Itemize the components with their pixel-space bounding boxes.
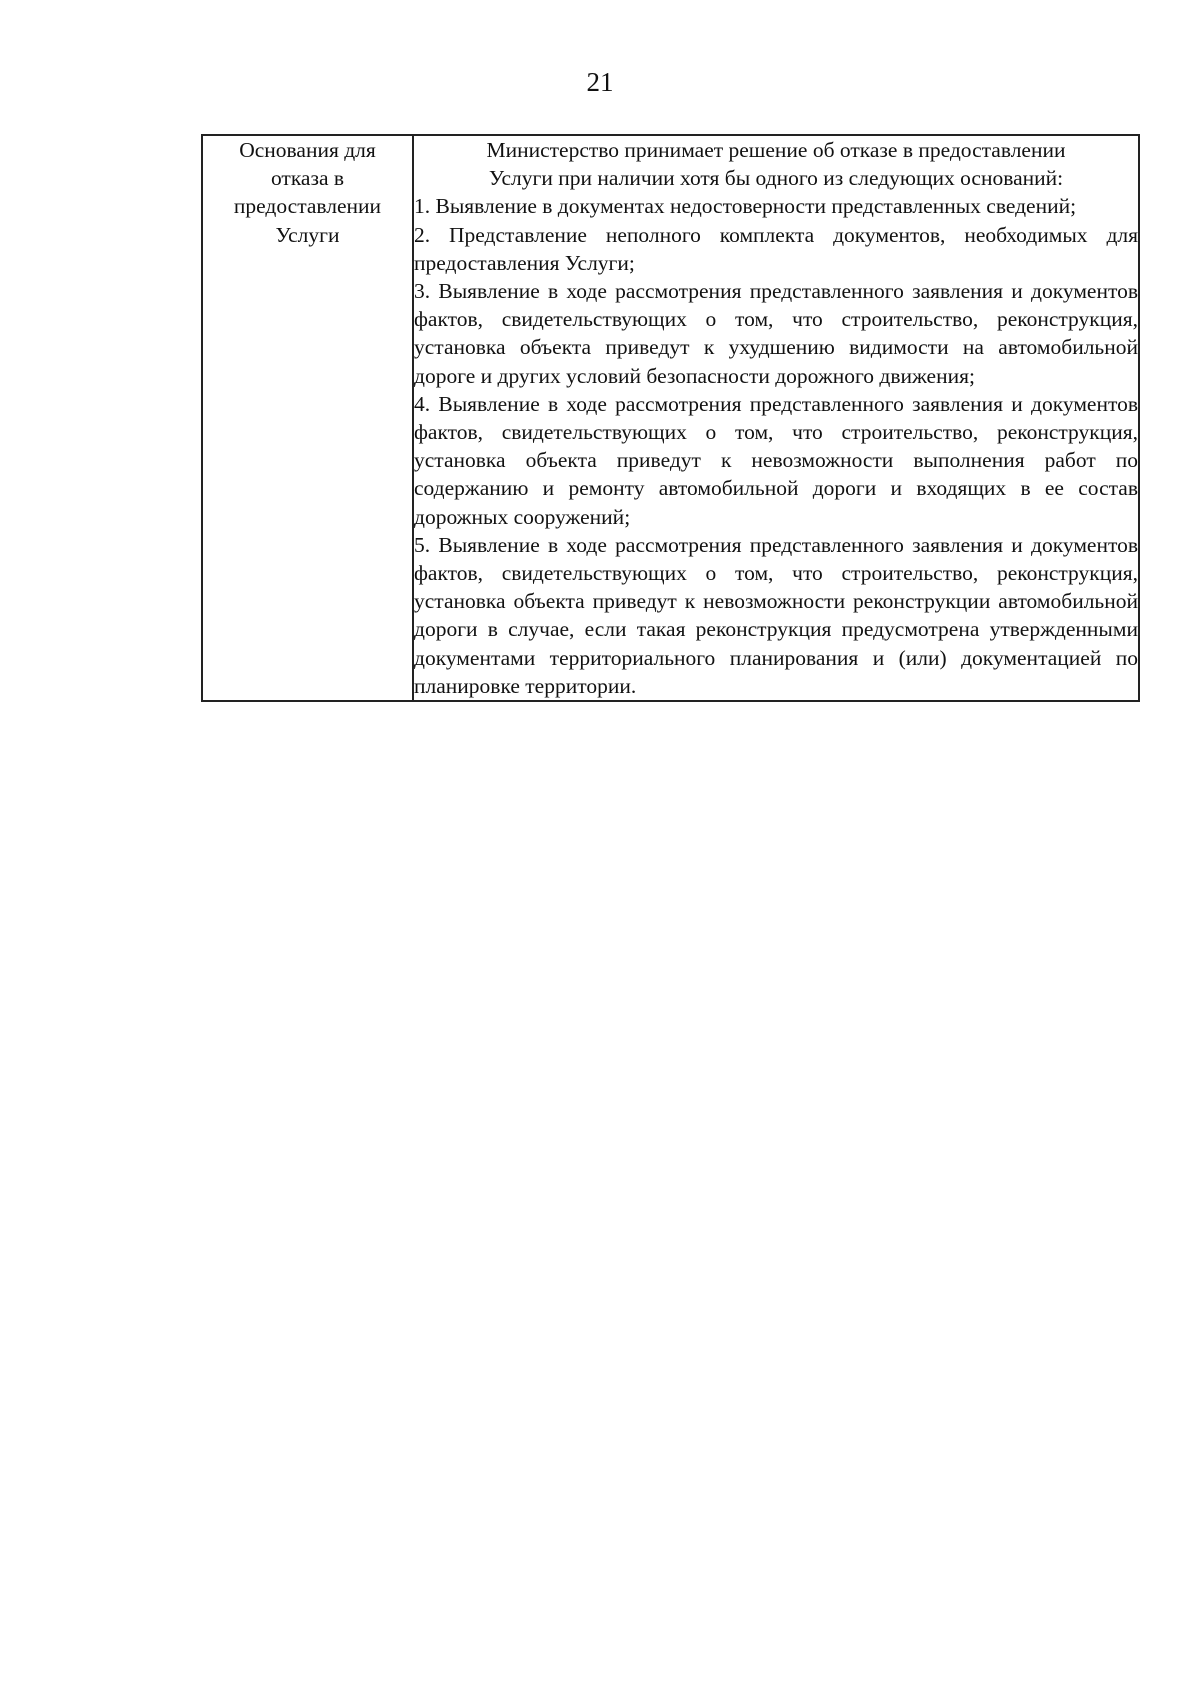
heading-line: Услуги [275, 222, 340, 247]
document-table [201, 134, 1140, 702]
page-number: 21 [586, 67, 614, 97]
intro-line: Услуги при наличии хотя бы одного из следующих оснований: [488, 166, 1064, 191]
heading-line: предоставлении [233, 194, 382, 219]
intro-line: Министерство принимает решение об отказе в предоставлении [486, 138, 1066, 162]
refusal-ground-item-1: 1. Выявление в документах недостоверности представленных сведений; [414, 194, 1077, 219]
refusal-ground-item-5: 5. Выявление в ходе рассмотрения представленного заявления и документов фактов, свидетельствующих о том, что строительство, реконструкция, установка объекта приведут к невозможности реконструкции автомобильной дороги в случае, если такая реконструкция предусмотрена утвержденными документами территориального планирования и (или) документацией по планировке территории. [414, 532, 1138, 698]
heading-line: Основания для [239, 138, 376, 162]
table-row [202, 135, 1139, 701]
refusal-ground-item-4: 4. Выявление в ходе рассмотрения представленного заявления и документов фактов, свидетельствующих о том, что строительство, реконструкция, установка объекта приведут к невозможности выполнения работ по содержанию и ремонту автомобильной дороги и входящих в ее состав дорожных сооружений; [414, 391, 1138, 529]
table-cell-content [413, 135, 1139, 701]
table-cell-heading [202, 135, 413, 701]
refusal-ground-item-2: 2. Представление неполного комплекта документов, необходимых для предоставления Услуги; [414, 222, 1138, 275]
refusal-ground-item-3: 3. Выявление в ходе рассмотрения представленного заявления и документов фактов, свидетельствующих о том, что строительство, реконструкция, установка объекта приведут к ухудшению видимости на автомобильной дороге и других условий безопасности дорожного движения; [414, 279, 1138, 388]
heading-line: отказа в [270, 166, 345, 191]
